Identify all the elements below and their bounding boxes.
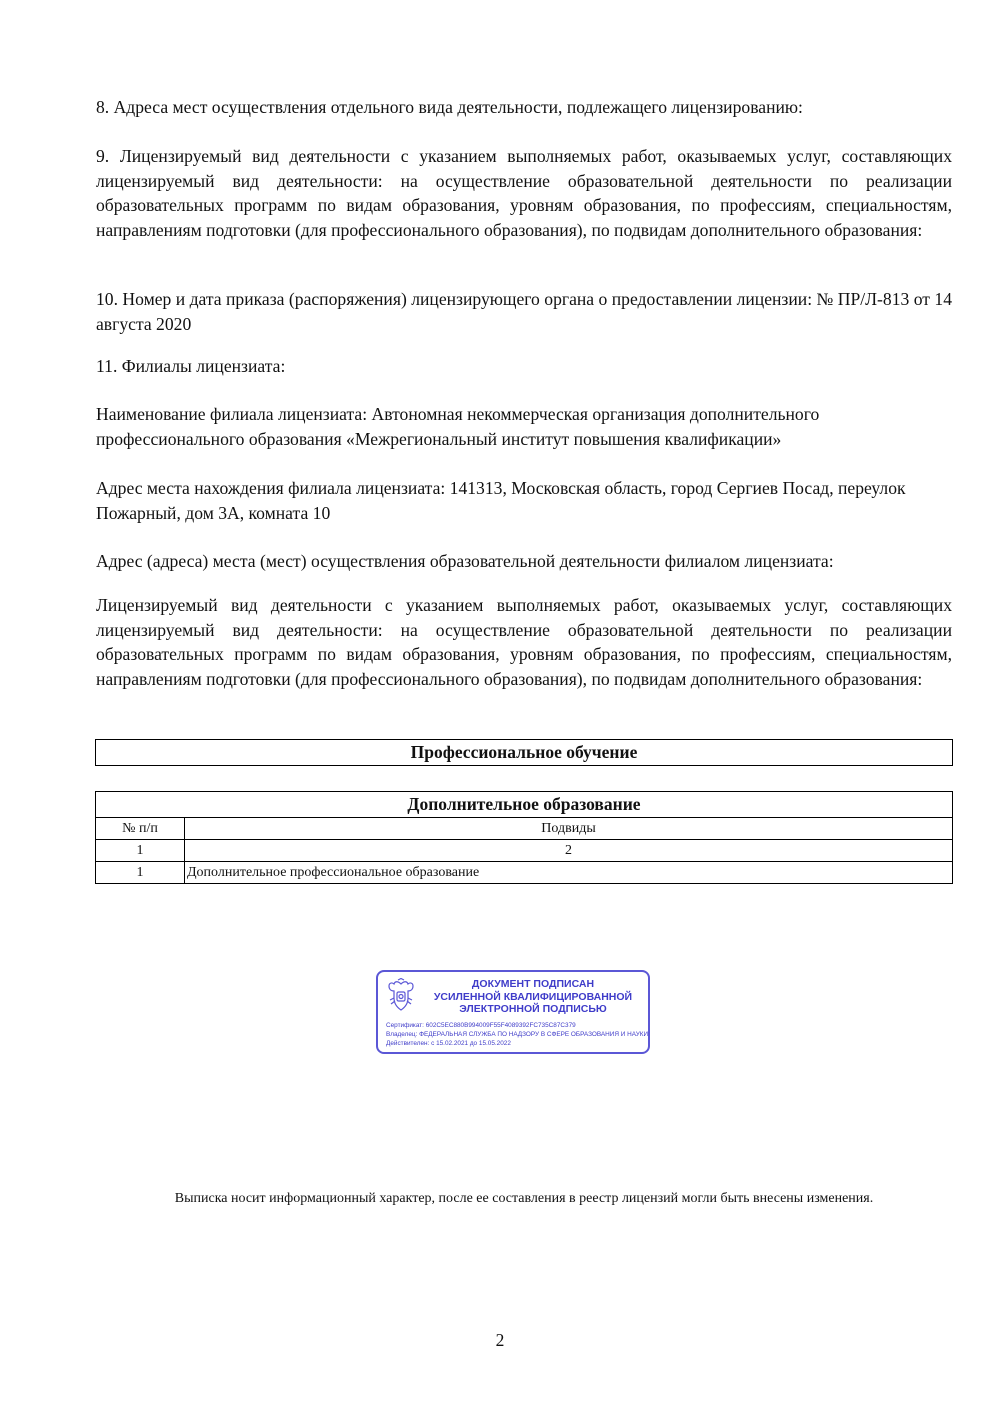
column-number-1: 1 [96,840,185,862]
table-column-numbers-row [96,840,953,862]
table-header-row [96,818,953,840]
column-header-subtypes: Подвиды [185,818,953,840]
professional-training-title: Профессиональное обучение [96,740,953,766]
stamp-certificate: Сертификат: 602C5EC880B994009F55F4089392FC735C87C379 [386,1022,576,1029]
stamp-title-line-2: УСИЛЕННОЙ КВАЛИФИЦИРОВАННОЙ [433,990,633,1003]
column-header-number: № п/п [96,818,185,840]
additional-education-table [95,791,953,884]
row-number: 1 [96,862,185,884]
item-11: 11. Филиалы лицензиата: [96,356,286,376]
double-headed-eagle-icon [386,978,416,1014]
item-10: 10. Номер и дата приказа (распоряжения) лицензирующего органа о предоставлении лицензии: № ПР/Л-813 от 14 августа 2020 [96,289,952,334]
branch-activity-addresses: Адрес (адреса) места (мест) осуществления образовательной деятельности филиалом лицензиата: [96,551,834,571]
professional-training-table [95,739,953,766]
branch-address: Адрес места нахождения филиала лицензиата: 141313, Московская область, город Сергиев Посад, переулок Пожарный, дом 3А, комната 10 [96,478,906,523]
branch-name: Наименование филиала лицензиата: Автономная некоммерческая организация дополнительного профессионального образования «Межрегиональный институт повышения квалификации» [96,404,820,449]
item-8: 8. Адреса мест осуществления отдельного вида деятельности, подлежащего лицензированию: [96,97,803,117]
footer-note: Выписка носит информационный характер, после ее составления в реестр лицензий могли быть внесены изменения. [174,1191,874,1206]
branch-licensed-activity: Лицензируемый вид деятельности с указанием выполняемых работ, оказываемых услуг, составляющих лицензируемый вид деятельности: на осуществление образовательной деятельности по реализации образовательных программ по видам образования, уровням образования, по профессиям, специальностям, направлениям подготовки (для профессионального образования), по подвидам дополнительного образования: [96,595,952,689]
column-number-2: 2 [185,840,953,862]
page-number: 2 [495,1330,505,1350]
e-signature-stamp [376,970,650,1054]
item-9: 9. Лицензируемый вид деятельности с указанием выполняемых работ, оказываемых услуг, составляющих лицензируемый вид деятельности: на осуществление образовательной деятельности по реализации образовательных программ по видам образования, уровням образования, по профессиям, специальностям, направлениям подготовки (для профессионального образования), по подвидам дополнительного образования: [96,146,952,240]
stamp-title-line-1: ДОКУМЕНТ ПОДПИСАН [471,978,595,990]
stamp-valid: Действителен: с 15.02.2021 до 15.05.2022 [386,1040,511,1047]
stamp-title-line-3: ЭЛЕКТРОННОЙ ПОДПИСЬЮ [459,1003,607,1015]
row-subtype: Дополнительное профессиональное образование [185,862,953,884]
additional-education-title: Дополнительное образование [96,792,953,818]
stamp-title [420,978,646,1016]
stamp-owner: Владелец: ФЕДЕРАЛЬНАЯ СЛУЖБА ПО НАДЗОРУ В СФЕРЕ ОБРАЗОВАНИЯ И НАУКИ [386,1031,649,1038]
table-row [96,862,953,884]
